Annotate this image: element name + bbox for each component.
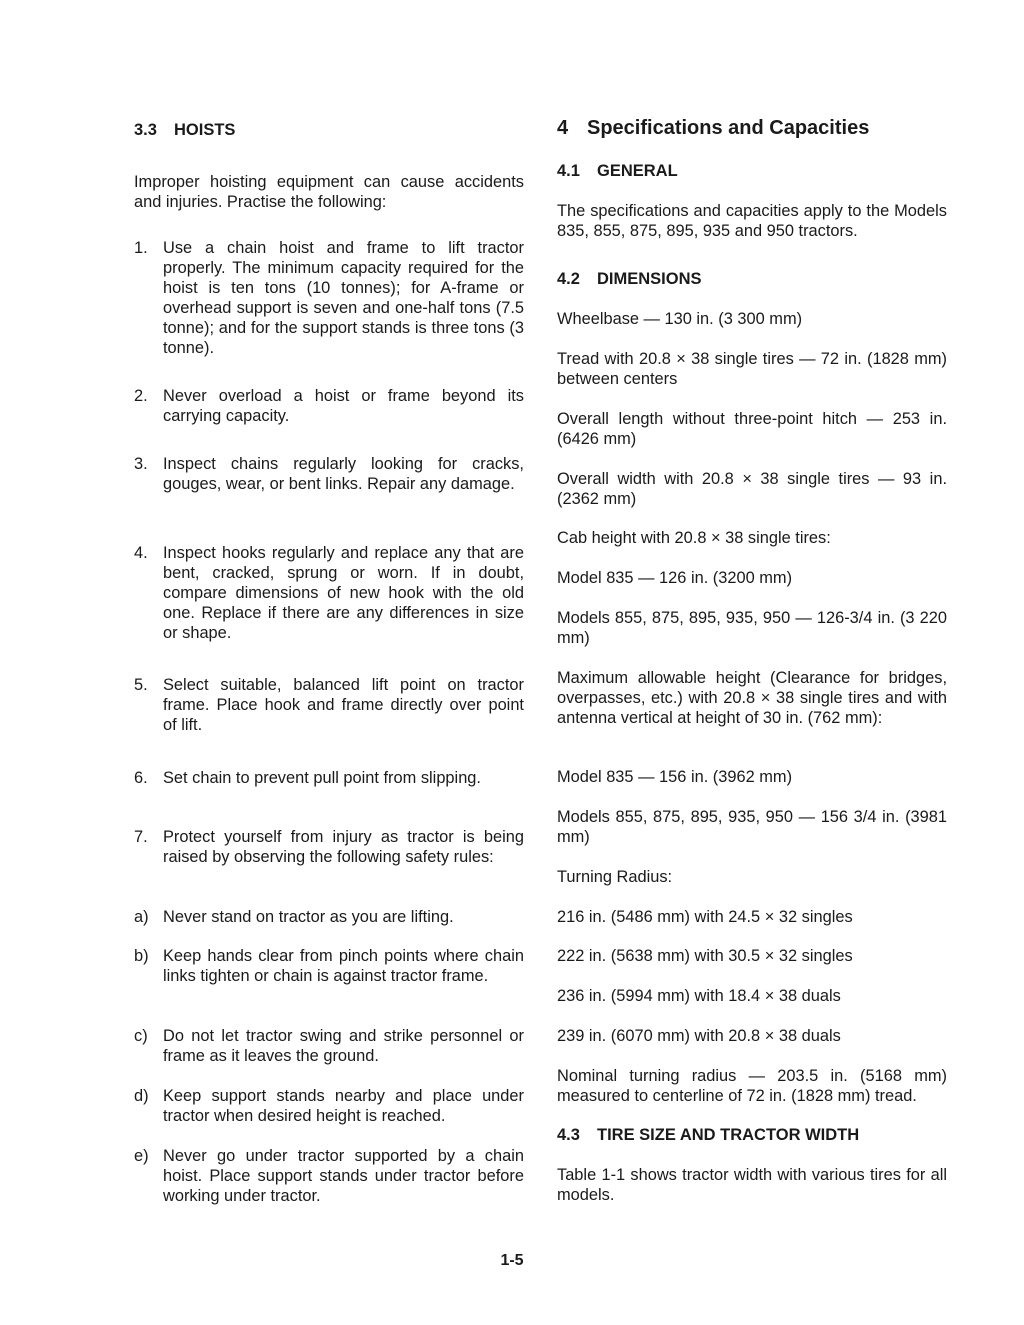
section-heading-dimensions: [557, 269, 947, 289]
list-item: [134, 827, 524, 867]
dimension-paragraph: Models 855, 875, 895, 935, 950 — 126-3/4 in. (3 220 mm): [557, 609, 947, 647]
dimension-paragraph: Overall width with 20.8 × 38 single tires — 93 in. (2362 mm): [557, 470, 947, 508]
list-item-text: Never overload a hoist or frame beyond its carrying capacity.: [163, 387, 524, 425]
section-heading-tire-size: [557, 1125, 947, 1145]
tire-text: Table 1-1 shows tractor width with various tires for all models.: [557, 1166, 947, 1204]
list-item-label: 6.: [134, 769, 148, 787]
list-item: [134, 1086, 524, 1126]
list-item-text: Never stand on tractor as you are lifting.: [163, 908, 454, 926]
section-title: DIMENSIONS: [597, 270, 702, 288]
dimension-paragraph: 222 in. (5638 mm) with 30.5 × 32 singles: [557, 947, 853, 965]
section-title: GENERAL: [597, 162, 678, 180]
list-item-text: Use a chain hoist and frame to lift tractor properly. The minimum capacity required for the hoist is ten tons (10 tonnes); for A-frame or overhead support is seven and one-half tons (7.5 tonne); and for the support stands is three tons (3 tonne).: [163, 239, 524, 357]
list-item: [134, 238, 524, 358]
list-item: [134, 1146, 524, 1206]
dimension-paragraph: Tread with 20.8 × 38 single tires — 72 in. (1828 mm) between centers: [557, 350, 947, 388]
dimension-paragraph: Turning Radius:: [557, 868, 673, 886]
list-item: [134, 946, 524, 986]
list-item-text: Never go under tractor supported by a chain hoist. Place support stands under tractor before working under tractor.: [163, 1147, 524, 1205]
section-title: TIRE SIZE AND TRACTOR WIDTH: [597, 1126, 860, 1144]
list-item-text: Inspect chains regularly looking for cracks, gouges, wear, or bent links. Repair any damage.: [163, 455, 524, 493]
list-item: [134, 386, 524, 426]
dimension-paragraph: Wheelbase — 130 in. (3 300 mm): [557, 310, 803, 328]
chapter-heading: [557, 118, 947, 138]
list-item-label: 2.: [134, 387, 148, 405]
dimension-paragraph: Models 855, 875, 895, 935, 950 — 156 3/4 in. (3981 mm): [557, 808, 947, 846]
dimension-paragraph: Model 835 — 126 in. (3200 mm): [557, 569, 793, 587]
page-number: 1-5: [500, 1252, 524, 1269]
list-item-text: Keep hands clear from pinch points where chain links tighten or chain is against tractor frame.: [163, 947, 524, 985]
section-heading-general: [557, 161, 947, 181]
list-item-label: 3.: [134, 455, 148, 473]
dimension-paragraph: Overall length without three-point hitch — 253 in. (6426 mm): [557, 410, 947, 448]
section-heading-hoists: [134, 120, 524, 140]
dimension-paragraph: Cab height with 20.8 × 38 single tires:: [557, 529, 831, 547]
chapter-title: Specifications and Capacities: [587, 117, 870, 139]
list-item-label: e): [134, 1147, 149, 1165]
dimension-paragraph: Maximum allowable height (Clearance for bridges, overpasses, etc.) with 20.8 × 38 single tires and with antenna vertical at height of 30 in. (762 mm):: [557, 669, 947, 727]
list-item: [134, 543, 524, 643]
list-item-label: a): [134, 908, 149, 926]
dimension-paragraph: Nominal turning radius — 203.5 in. (5168 mm) measured to centerline of 72 in. (1828 mm) tread.: [557, 1067, 947, 1105]
list-item-text: Do not let tractor swing and strike personnel or frame as it leaves the ground.: [163, 1027, 524, 1065]
section-number: 4.3: [557, 1126, 580, 1144]
dimension-paragraph: Model 835 — 156 in. (3962 mm): [557, 768, 793, 786]
list-item-label: 5.: [134, 676, 148, 694]
hoists-intro: Improper hoisting equipment can cause accidents and injuries. Practise the following:: [134, 173, 524, 211]
list-item-text: Inspect hooks regularly and replace any that are bent, cracked, sprung or worn. If in doubt, compare dimensions of new hook with the old one. Replace if there are any differences in size or shape.: [163, 544, 524, 642]
dimension-paragraph: 239 in. (6070 mm) with 20.8 × 38 duals: [557, 1027, 841, 1045]
list-item-text: Select suitable, balanced lift point on tractor frame. Place hook and frame directly over point of lift.: [163, 676, 524, 734]
list-item-label: 7.: [134, 828, 148, 846]
dimension-paragraph: 236 in. (5994 mm) with 18.4 × 38 duals: [557, 987, 841, 1005]
list-item-label: 4.: [134, 544, 148, 562]
chapter-number: 4: [557, 117, 569, 139]
list-item-label: b): [134, 947, 149, 965]
list-item-text: Keep support stands nearby and place under tractor when desired height is reached.: [163, 1087, 524, 1125]
list-item: [134, 1026, 524, 1066]
section-number: 4.1: [557, 162, 580, 180]
general-text: The specifications and capacities apply to the Models 835, 855, 875, 895, 935 and 950 tractors.: [557, 202, 947, 240]
list-item-text: Protect yourself from injury as tractor is being raised by observing the following safety rules:: [163, 828, 524, 866]
list-item: [134, 907, 524, 927]
list-item-label: c): [134, 1027, 148, 1045]
list-item-text: Set chain to prevent pull point from slipping.: [163, 769, 481, 787]
dimension-paragraph: 216 in. (5486 mm) with 24.5 × 32 singles: [557, 908, 853, 926]
section-number: 4.2: [557, 270, 580, 288]
list-item: [134, 675, 524, 735]
list-item-label: d): [134, 1087, 149, 1105]
section-title: HOISTS: [174, 121, 236, 139]
list-item-label: 1.: [134, 239, 148, 257]
list-item: [134, 454, 524, 494]
section-number: 3.3: [134, 121, 157, 139]
list-item: [134, 768, 524, 788]
